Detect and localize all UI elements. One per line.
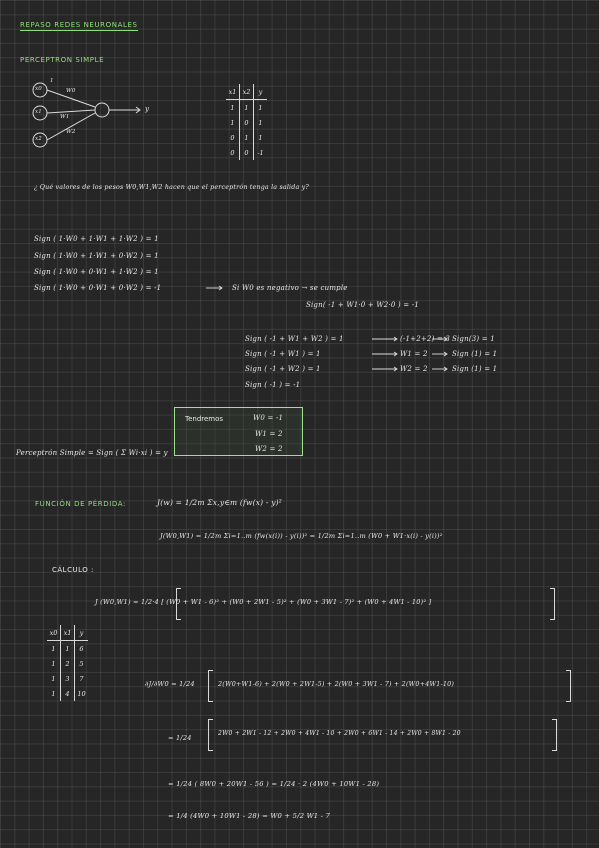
edge-w2 xyxy=(47,113,95,140)
derivation-right-2: Sign (1) = 1 xyxy=(452,350,498,358)
bracket-left-d1 xyxy=(208,670,213,702)
truth-table-header: x1 x2 y xyxy=(226,84,267,100)
derivation-left-4: Sign ( -1 ) = -1 xyxy=(245,381,301,389)
label-y: y xyxy=(145,105,150,113)
table-row: 1 4 10 xyxy=(47,686,88,701)
result-w1: W1 = 2 xyxy=(255,430,283,438)
derivation-left-2: Sign ( -1 + W1 ) = 1 xyxy=(245,350,321,358)
page-title: REPASO REDES NEURONALES xyxy=(20,21,138,29)
label-w1: W1 xyxy=(60,114,70,120)
derivative-equation-4: = 1/4 (4W0 + 10W1 - 28) = W0 + 5/2 W1 - 7 xyxy=(168,812,331,820)
assumption-text: Si W0 es negativo → se cumple xyxy=(232,284,348,292)
table-row: 1 3 7 xyxy=(47,671,88,686)
bracket-right-J xyxy=(550,588,555,620)
data-table-header: x0 x1 y xyxy=(47,625,88,641)
cost-equation: J (W0,W1) = 1/2·4 [ (W0 + W1 - 6)² + (W0 + 2W1 - 5)² + (W0 + 3W1 - 7)² + (W0 + 4W1 - 10)² ] xyxy=(95,598,432,606)
derivative-lhs: ∂J/∂W0 = 1/24 xyxy=(145,680,195,688)
table-row: 1 1 1 xyxy=(226,100,267,116)
perceptron-definition: Perceptrón Simple = Sign ( Σ Wi·xi ) = y xyxy=(16,449,168,457)
sign-equation-1: Sign ( 1·W0 + 1·W1 + 1·W2 ) = 1 xyxy=(34,235,159,243)
node-output xyxy=(95,103,109,117)
label-x1: x1 xyxy=(35,109,43,115)
label-x2: x2 xyxy=(35,136,43,142)
label-one: 1 xyxy=(50,78,54,84)
table-row: 0 1 1 xyxy=(226,130,267,145)
result-label: Tendremos xyxy=(185,415,224,423)
loss-equation-1: J(w) = 1/2m Σx,y∈m (fw(x) - y)² xyxy=(157,498,282,507)
data-table xyxy=(47,625,88,701)
derivation-left-1: Sign ( -1 + W1 + W2 ) = 1 xyxy=(245,335,344,343)
result-w2: W2 = 2 xyxy=(255,445,283,453)
sign-equation-4: Sign ( 1·W0 + 0·W1 + 0·W2 ) = -1 xyxy=(34,284,162,292)
result-box xyxy=(174,407,303,456)
result-w0: W0 = -1 xyxy=(253,414,284,422)
derivation-left-3: Sign ( -1 + W2 ) = 1 xyxy=(245,365,321,373)
sign-equation-2: Sign ( 1·W0 + 1·W1 + 0·W2 ) = 1 xyxy=(34,252,159,260)
derivative-equation-2: 2W0 + 2W1 - 12 + 2W0 + 4W1 - 10 + 2W0 + 6W1 - 14 + 2W0 + 8W1 - 20 xyxy=(218,730,461,737)
label-x0: x0 xyxy=(35,86,43,92)
truth-table xyxy=(226,84,267,160)
table-row: 0 0 -1 xyxy=(226,145,267,160)
label-w0: W0 xyxy=(66,88,76,94)
derivation-mid-1: (-1+2+2) = 3 xyxy=(400,335,451,343)
section-heading-loss: FUNCIÓN DE PÉRDIDA: xyxy=(35,500,127,508)
label-w2: W2 xyxy=(66,129,76,135)
bracket-left-d2 xyxy=(208,719,213,751)
bracket-right-d1 xyxy=(566,670,571,702)
derivation-right-1: Sign(3) = 1 xyxy=(452,335,495,343)
derivative-equation-1: 2(W0+W1-6) + 2(W0 + 2W1-5) + 2(W0 + 3W1 - 7) + 2(W0+4W1-10) xyxy=(218,680,455,688)
edge-w1 xyxy=(47,110,95,113)
derivation-mid-2: W1 = 2 xyxy=(400,350,428,358)
table-row: 1 0 1 xyxy=(226,115,267,130)
sign-equation-3: Sign ( 1·W0 + 0·W1 + 1·W2 ) = 1 xyxy=(34,268,159,276)
loss-equation-2: J(W0,W1) = 1/2m Σi=1..m (fw(x(i)) - y(i))² = 1/2m Σi=1..m (W0 + W1·x(i) - y(i))² xyxy=(160,532,443,540)
bracket-right-d2 xyxy=(552,719,557,751)
question-text: ¿ Qué valores de los pesos W0,W1,W2 hacen que el perceptrón tenga la salida y? xyxy=(34,184,309,191)
derivative-eq2-lhs: = 1/24 xyxy=(168,734,192,742)
derivation-right-3: Sign (1) = 1 xyxy=(452,365,498,373)
assumption-check: Sign( -1 + W1·0 + W2·0 ) = -1 xyxy=(306,301,419,309)
section-heading-calc: CÁLCULO : xyxy=(52,566,94,574)
table-row: 1 2 5 xyxy=(47,656,88,671)
section-heading-perceptron: PERCEPTRON SIMPLE xyxy=(20,56,105,64)
table-row: 1 1 6 xyxy=(47,641,88,657)
derivative-equation-3: = 1/24 ( 8W0 + 20W1 - 56 ) = 1/24 · 2 (4W0 + 10W1 - 28) xyxy=(168,780,380,788)
derivation-mid-3: W2 = 2 xyxy=(400,365,428,373)
